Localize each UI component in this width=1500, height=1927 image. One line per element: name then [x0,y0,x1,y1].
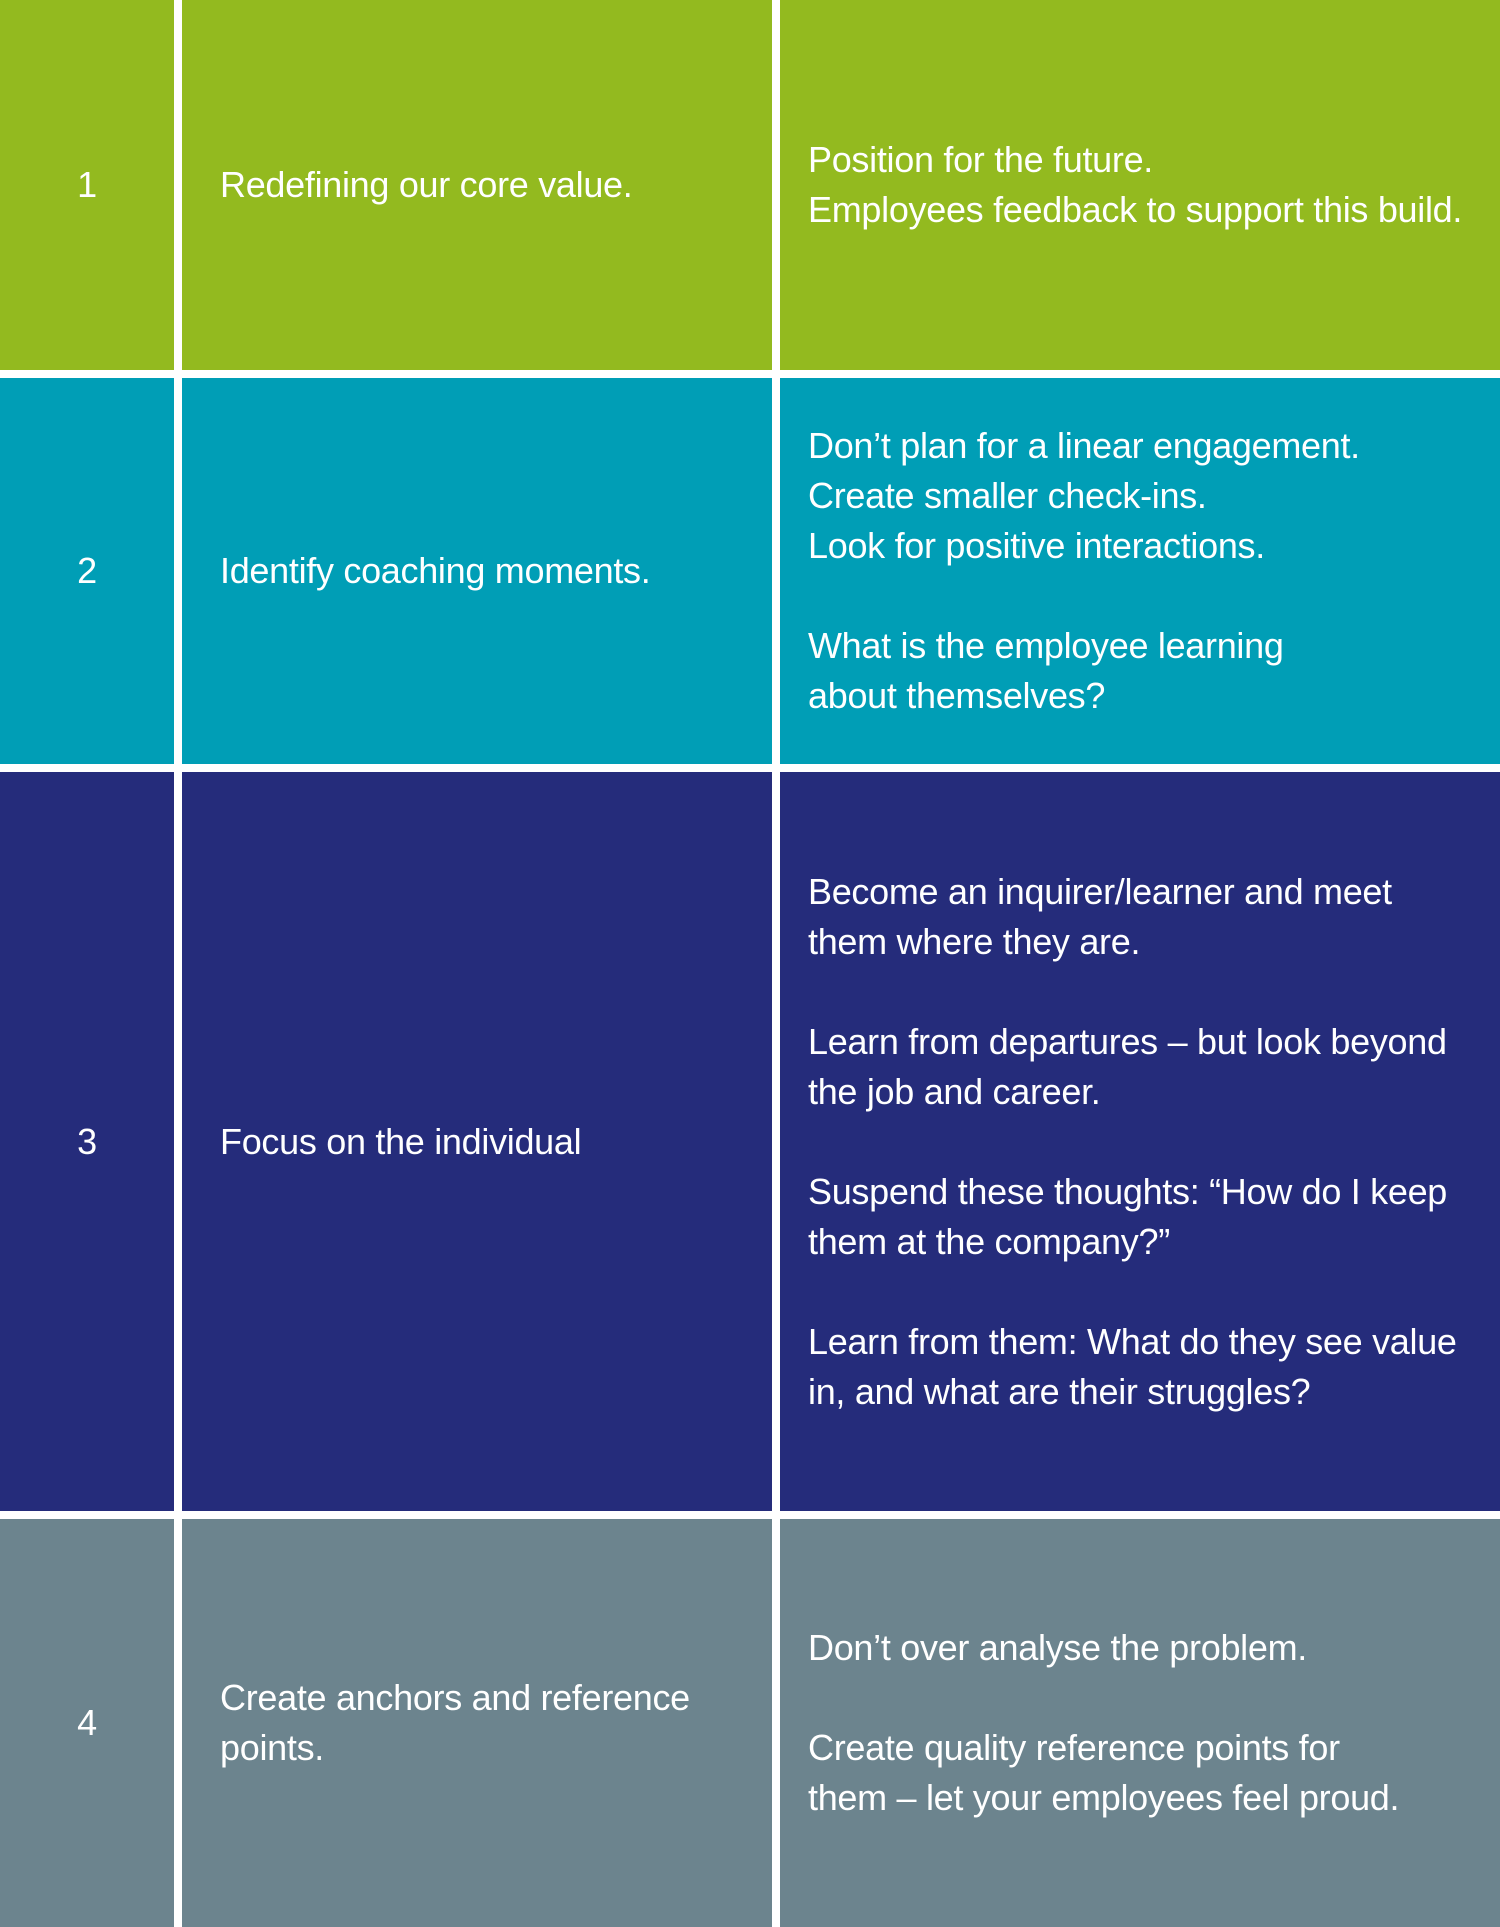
row-3-detail-cell [780,772,1500,1511]
row-4-number: 4 [77,1702,97,1743]
row-2-title-line-1: Identify coaching moments. [220,550,651,591]
row-2-title-cell [182,378,772,764]
row-2-number: 2 [77,550,97,591]
row-4-details [808,1623,1399,1823]
row-2-paragraph-1 [808,421,1360,571]
row-3-p2-line-2: the job and career. [808,1070,1101,1112]
row-2-paragraph-2 [808,621,1360,721]
row-3-p2-line-1: Learn from departures – but look beyond [808,1020,1447,1062]
row-3-p3-line-2: them at the company?” [808,1220,1170,1262]
row-3-paragraph-2 [808,1017,1457,1117]
row-4-p2-line-1: Create quality reference points for [808,1727,1340,1768]
row-3-details [808,867,1457,1417]
row-3-p3-line-1: Suspend these thoughts: “How do I keep [808,1170,1448,1212]
row-2-p1-line-1: Don’t plan for a linear engagement. [808,425,1360,466]
row-2-p1-line-2: Create smaller check-ins. [808,475,1207,516]
row-4-title-line-1: Create anchors and reference [220,1677,690,1718]
row-3-p1-line-2: them where they are. [808,920,1141,962]
row-3-title [220,1117,581,1167]
row-3-paragraph-3 [808,1167,1457,1267]
row-1-number-cell [0,0,174,370]
row-3-paragraph-1 [808,867,1457,967]
row-2-p1-line-3: Look for positive interactions. [808,525,1265,566]
row-3-paragraph-4 [808,1317,1457,1417]
row-2-detail-cell [780,378,1500,764]
row-4-number-cell [0,1519,174,1927]
row-4-p2-line-2: them – let your employees feel proud. [808,1777,1400,1818]
row-3-number-cell [0,772,174,1511]
row-1-title [220,160,632,210]
row-4-p1-line-1: Don’t over analyse the problem. [808,1627,1307,1668]
row-4-title-line-2: points. [220,1727,324,1768]
row-2-p2-line-2: about themselves? [808,675,1106,716]
row-4-detail-cell [780,1519,1500,1927]
row-3-title-line-1: Focus on the individual [220,1120,582,1162]
row-4-paragraph-2 [808,1723,1399,1823]
row-1-p1-line-1: Position for the future. [808,139,1153,180]
row-1-p1-line-2: Employees feedback to support this build. [808,189,1463,230]
row-1-details [808,135,1462,235]
row-3-p4-line-2: in, and what are their struggles? [808,1370,1311,1412]
row-3-number: 3 [77,1120,97,1162]
row-3-p4-line-1: Learn from them: What do they see value [808,1320,1457,1362]
row-2-details [808,421,1360,721]
row-4-title-cell [182,1519,772,1927]
row-3-p1-line-1: Become an inquirer/learner and meet [808,870,1392,912]
row-1-paragraph-1 [808,135,1462,235]
row-2-number-cell [0,378,174,764]
row-4-paragraph-1 [808,1623,1399,1673]
row-1-detail-cell [780,0,1500,370]
row-1-title-line-1: Redefining our core value. [220,164,633,205]
row-2-p2-line-1: What is the employee learning [808,625,1284,666]
row-2-title [220,546,650,596]
row-3-title-cell [182,772,772,1511]
row-4-title [220,1673,690,1773]
row-1-number: 1 [77,164,97,205]
row-1-title-cell [182,0,772,370]
